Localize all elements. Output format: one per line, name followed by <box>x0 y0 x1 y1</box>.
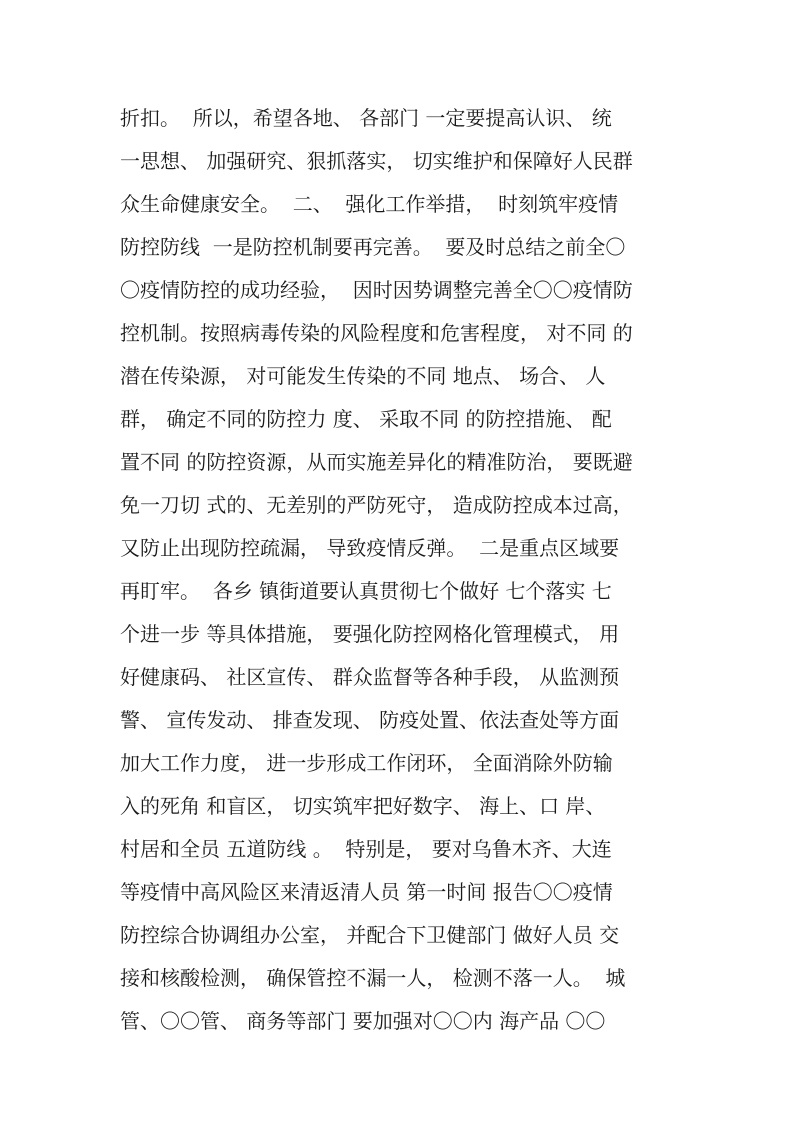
text-line: 入的死角 和盲区， 切实筑牢把好数字、 海上、口 岸、 <box>120 794 606 818</box>
text-line: 免一刀切 式的、无差别的严防死守， 造成防控成本过高， <box>120 493 633 517</box>
text-line: 管、〇〇管、 商务等部门 要加强对〇〇内 海产品 〇〇 <box>120 1009 606 1033</box>
text-line: 〇疫情防控的成功经验， 因时因势调整完善全〇〇疫情防 <box>120 278 633 302</box>
body-text <box>120 98 680 1041</box>
text-line: 好健康码、 社区宣传、 群众监督等各种手段， 从监测预 <box>120 665 620 689</box>
text-line: 防控综合协调组办公室， 并配合下卫健部门 做好人员 交 <box>120 923 620 947</box>
text-line: 加大工作力度， 进一步形成工作闭环， 全面消除外防输 <box>120 751 613 775</box>
text-line: 控机制。按照病毒传染的风险程度和危害程度， 对不同 的 <box>120 321 633 345</box>
text-line: 等疫情中高风险区来清返清人员 第一时间 报告〇〇疫情 <box>120 880 613 904</box>
text-line: 潜在传染源， 对可能发生传染的不同 地点、 场合、 人 <box>120 364 606 388</box>
text-line: 众生命健康安全。 二、 强化工作举措， 时刻筑牢疫情 <box>120 192 619 216</box>
text-line: 个进一步 等具体措施， 要强化防控网格化管理模式， 用 <box>120 622 620 646</box>
text-line: 折扣。 所以，希望各地、 各部门 一定要提高认识、 统 <box>120 106 612 130</box>
text-line: 群， 确定不同的防控力 度、 采取不同 的防控措施、 配 <box>120 407 612 431</box>
text-line: 一思想、 加强研究、狠抓落实， 切实维护和保障好人民群 <box>120 149 633 173</box>
text-line: 置不同 的防控资源，从而实施差异化的精准防治， 要既避 <box>120 450 633 474</box>
text-line: 村居和全员 五道防线 。 特别是， 要对乌鲁木齐、大连 <box>120 837 612 861</box>
text-line: 再盯牢。 各乡 镇街道要认真贯彻七个做好 七个落实 七 <box>120 579 612 603</box>
text-line: 警、 宣传发动、 排查发现、 防疫处置、依法查处等方面 <box>120 708 620 732</box>
text-line: 防控防线 一是防控机制要再完善。 要及时总结之前全〇 <box>120 235 626 259</box>
text-line: 接和核酸检测， 确保管控不漏一人， 检测不落一人。 城 <box>120 966 626 990</box>
text-line: 又防止出现防控疏漏， 导致疫情反弹。 二是重点区域要 <box>120 536 620 560</box>
